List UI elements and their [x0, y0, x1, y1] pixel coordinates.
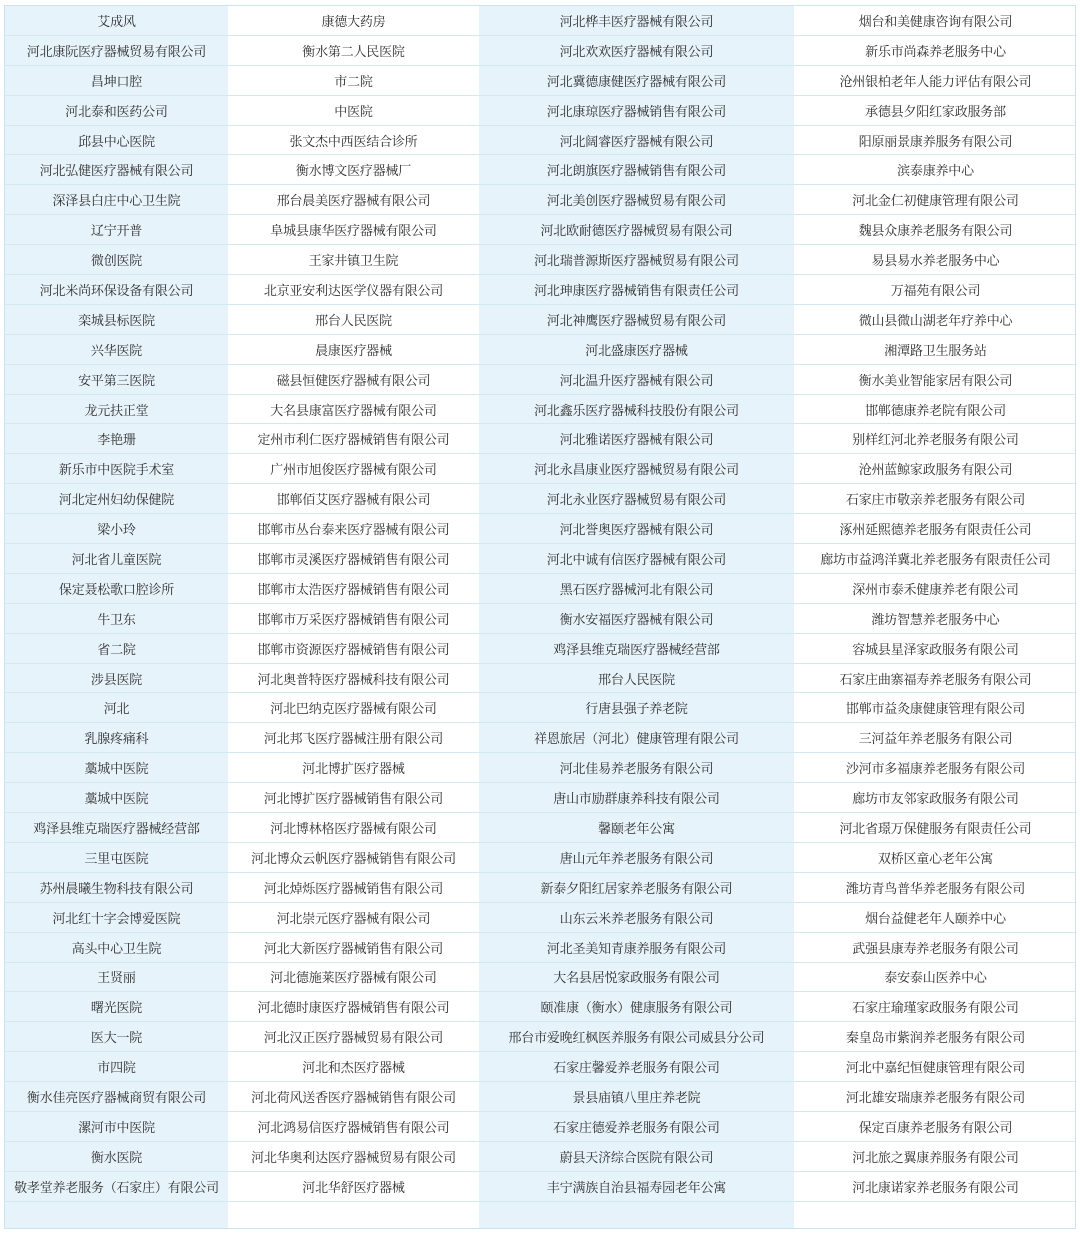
table-cell: 廊坊市友邻家政服务有限公司 [852, 792, 1019, 808]
table-cell: 河北誉奥医疗器械有限公司 [559, 523, 714, 539]
table-cell: 邯郸市万采医疗器械销售有限公司 [257, 612, 450, 628]
table-cell: 河北金仁初健康管理有限公司 [852, 194, 1019, 210]
table-cell: 省二院 [97, 642, 136, 658]
table-row [5, 903, 1076, 933]
table-cell: 河北省儿童医院 [71, 552, 162, 568]
table-cell: 邱县中心医院 [78, 134, 155, 150]
table-row [5, 664, 1076, 694]
table-cell: 河北和杰医疗器械 [302, 1061, 405, 1077]
table-cell: 河北博扩医疗器械销售有限公司 [263, 792, 444, 808]
table-cell: 武强县康寿养老服务有限公司 [852, 941, 1019, 957]
table-cell: 廊坊市益鸿洋冀北养老服务有限责任公司 [820, 552, 1051, 568]
table-cell: 邢台市爱晚红枫医养服务有限公司威县分公司 [508, 1031, 765, 1047]
table-cell: 河北德施莱医疗器械有限公司 [270, 971, 437, 987]
table-row [5, 992, 1076, 1022]
table-cell: 艾成风 [97, 14, 136, 30]
table-row [5, 963, 1076, 993]
table-row [5, 1052, 1076, 1082]
table-cell: 河北博林格医疗器械有限公司 [270, 821, 437, 837]
table-cell: 泰安泰山医养中心 [884, 971, 987, 987]
table-cell: 河北 [103, 702, 130, 718]
table-cell: 衡水佳亮医疗器械商贸有限公司 [26, 1091, 207, 1106]
table-cell: 阳原丽景康养服务有限公司 [858, 134, 1013, 150]
table-cell: 石家庄市敬亲养老服务有限公司 [845, 493, 1026, 509]
table-cell: 河北美创医疗器械贸易有限公司 [546, 194, 727, 210]
table-cell: 邯郸德康养老院有限公司 [865, 403, 1006, 419]
table-cell: 晨康医疗器械 [315, 343, 392, 359]
table-cell: 滨泰康养中心 [897, 164, 974, 180]
table-cell: 黑石医疗器械河北有限公司 [559, 582, 714, 598]
table-cell: 牛卫东 [97, 612, 136, 628]
table-cell: 沧州蓝鲸家政服务有限公司 [858, 463, 1013, 479]
table-cell: 万福苑有限公司 [890, 283, 981, 299]
table-cell: 河北欢欢医疗器械有限公司 [559, 44, 714, 60]
table-row [5, 873, 1076, 903]
table-cell: 三里屯医院 [84, 851, 149, 867]
table-row [5, 634, 1076, 664]
table-cell: 河北崇元医疗器械有限公司 [276, 911, 431, 927]
table-row [5, 185, 1076, 215]
table-row [5, 305, 1076, 335]
table-row [5, 96, 1076, 126]
table-cell: 河北桦丰医疗器械有限公司 [559, 14, 714, 30]
table-cell: 河北米尚环保设备有限公司 [39, 283, 194, 299]
table-body [5, 6, 1076, 1202]
table-cell: 梁小玲 [97, 523, 136, 539]
table-cell: 衡水博文医疗器械厂 [295, 164, 412, 180]
table-cell: 河北汉正医疗器械贸易有限公司 [263, 1031, 444, 1047]
table-cell: 保定聂松歌口腔诊所 [58, 582, 175, 598]
table-cell: 唐山市励群康养科技有限公司 [553, 792, 720, 808]
table-cell: 山东云米养老服务有限公司 [559, 911, 714, 927]
table-row [5, 693, 1076, 723]
table-cell: 河北康阮医疗器械贸易有限公司 [26, 44, 207, 60]
table-row [5, 424, 1076, 454]
table-row [5, 1112, 1076, 1142]
table-cell: 邯郸佰艾医疗器械有限公司 [276, 493, 431, 509]
table-cell: 易县易水养老服务中心 [871, 254, 1000, 270]
table-cell: 新乐市中医院手术室 [58, 463, 175, 479]
table-cell: 广州市旭俊医疗器械有限公司 [270, 463, 437, 479]
table-cell: 河北博扩医疗器械 [302, 762, 405, 778]
table-row [5, 1022, 1076, 1052]
table-cell: 河北康琼医疗器械销售有限公司 [546, 104, 727, 120]
table-cell: 沧州银柏老年人能力评估有限公司 [839, 74, 1032, 90]
table-cell: 烟台和美健康咨询有限公司 [858, 14, 1013, 30]
table-row [5, 544, 1076, 574]
table-cell: 河北雅诺医疗器械有限公司 [559, 433, 714, 449]
table-row [5, 66, 1076, 96]
table-cell: 北京亚安利达医学仪器有限公司 [263, 283, 444, 299]
table-row [5, 574, 1076, 604]
table-cell: 河北佳易养老服务有限公司 [559, 762, 714, 778]
table-cell: 河北中诚有信医疗器械有限公司 [546, 552, 727, 568]
table-cell: 河北奥普特医疗器械科技有限公司 [257, 672, 450, 688]
table-row [5, 1142, 1076, 1172]
table-row [5, 783, 1076, 813]
table-row [5, 1172, 1076, 1202]
table-cell: 藁城中医院 [84, 762, 149, 778]
table-cell: 三河益年养老服务有限公司 [858, 732, 1013, 748]
table-cell: 邯郸市资源医疗器械销售有限公司 [257, 642, 450, 658]
table-cell: 定州市利仁医疗器械销售有限公司 [257, 433, 450, 449]
table-cell: 河北神鹰医疗器械贸易有限公司 [546, 313, 727, 329]
table-cell: 磁县恒健医疗器械有限公司 [276, 373, 431, 389]
table-row [5, 365, 1076, 395]
table-cell: 河北康诺家养老服务有限公司 [852, 1180, 1019, 1196]
table-cell: 市四院 [97, 1061, 136, 1077]
table-cell: 栾城县标医院 [78, 313, 155, 329]
table-cell: 大名县康富医疗器械有限公司 [270, 403, 437, 419]
table-cell: 河北邦飞医疗器械注册有限公司 [263, 732, 444, 748]
table-cell: 河北红十字会博爱医院 [52, 911, 181, 927]
table-cell: 鸡泽县维克瑞医疗器械经营部 [33, 821, 200, 837]
table-row [5, 335, 1076, 365]
table-cell: 行唐县强子养老院 [585, 702, 688, 718]
table-cell: 馨颐老年公寓 [598, 821, 675, 837]
table-cell: 市二院 [334, 74, 373, 90]
table-cell: 河北荷风送香医疗器械销售有限公司 [251, 1091, 456, 1106]
table-cell: 容城县星泽家政服务有限公司 [852, 642, 1019, 658]
table-cell: 承德县夕阳红家政服务部 [865, 104, 1006, 120]
table-row [5, 155, 1076, 185]
table-cell: 衡水美业智能家居有限公司 [858, 373, 1013, 389]
table-row [5, 484, 1076, 514]
table-cell: 石家庄德爱养老服务有限公司 [553, 1120, 720, 1136]
table-cell: 衡水第二人民医院 [302, 44, 405, 60]
table-cell: 河北泰和医药公司 [65, 104, 168, 120]
table-cell: 秦皇岛市紫润养老服务有限公司 [845, 1031, 1026, 1047]
table-cell: 河北焯烁医疗器械销售有限公司 [263, 881, 444, 897]
table-cell: 康德大药房 [321, 14, 386, 30]
table-cell: 李艳珊 [97, 433, 136, 449]
table-cell: 河北巴纳克医疗器械有限公司 [270, 702, 437, 718]
table-cell: 敬孝堂养老服务（石家庄）有限公司 [14, 1180, 219, 1196]
table-row [5, 514, 1076, 544]
table-cell: 漯河市中医院 [78, 1120, 155, 1136]
table-cell: 大名县居悦家政服务有限公司 [553, 971, 720, 987]
table-cell: 河北阔睿医疗器械有限公司 [559, 134, 714, 150]
table-cell: 河北大新医疗器械销售有限公司 [263, 941, 444, 957]
table-cell: 河北定州妇幼保健院 [58, 493, 175, 509]
table-row [5, 454, 1076, 484]
table-cell: 河北雄安瑞康养老服务有限公司 [845, 1091, 1026, 1106]
table-cell: 河北华舒医疗器械 [302, 1180, 405, 1196]
table-cell: 鸡泽县维克瑞医疗器械经营部 [553, 642, 720, 658]
table-cell: 邢台晨美医疗器械有限公司 [276, 194, 431, 210]
table-cell: 河北永昌康业医疗器械贸易有限公司 [534, 463, 739, 479]
table-cell: 邯郸市丛台泰来医疗器械有限公司 [257, 523, 450, 539]
table-cell: 高头中心卫生院 [71, 941, 162, 957]
table-cell: 河北华奥利达医疗器械贸易有限公司 [251, 1150, 456, 1166]
table-cell: 祥恩旅居（河北）健康管理有限公司 [534, 732, 739, 748]
table-cell: 邢台人民医院 [315, 313, 392, 329]
table-cell: 河北省璟万保健服务有限责任公司 [839, 821, 1032, 837]
table-row [5, 723, 1076, 753]
table-cell: 潍坊青鸟普华养老服务有限公司 [845, 881, 1026, 897]
table-row [5, 215, 1076, 245]
table-cell: 沙河市多福康养老服务有限公司 [845, 762, 1026, 778]
table-cell: 唐山元年养老服务有限公司 [559, 851, 714, 867]
table-cell: 昌坤口腔 [90, 74, 143, 90]
table-cell: 河北盛康医疗器械 [585, 343, 688, 359]
table-cell: 深泽县白庄中心卫生院 [52, 194, 181, 210]
table-cell: 湘潭路卫生服务站 [884, 343, 987, 359]
table-cell: 邢台人民医院 [598, 672, 675, 688]
table-cell: 河北鑫乐医疗器械科技股份有限公司 [534, 403, 739, 419]
table-cell: 河北博众云帆医疗器械销售有限公司 [251, 851, 456, 867]
table-cell: 新泰夕阳红居家养老服务有限公司 [540, 881, 733, 897]
table-cell: 双桥区童心老年公寓 [877, 851, 994, 867]
table-cell: 阜城县康华医疗器械有限公司 [270, 224, 437, 240]
table-cell: 安平第三医院 [78, 373, 155, 389]
table-row [5, 604, 1076, 634]
table-cell: 河北旅之翼康养服务有限公司 [852, 1150, 1019, 1166]
table-cell: 河北鸿易信医疗器械销售有限公司 [257, 1120, 450, 1136]
table-cell: 兴华医院 [90, 343, 143, 359]
table-cell: 王家井镇卫生院 [308, 254, 399, 270]
table-cell: 河北冀德康健医疗器械有限公司 [546, 74, 727, 90]
table-cell: 邯郸市太浩医疗器械销售有限公司 [257, 582, 450, 598]
table-cell: 河北温升医疗器械有限公司 [559, 373, 714, 389]
table-row [5, 126, 1076, 156]
table-row [5, 843, 1076, 873]
table-row [5, 753, 1076, 783]
table-cell: 河北瑞普源斯医疗器械贸易有限公司 [534, 254, 739, 270]
table-cell: 乳腺疼痛科 [84, 732, 149, 748]
table-cell: 石家庄馨爱养老服务有限公司 [553, 1061, 720, 1077]
table-row [5, 1082, 1076, 1112]
table-cell: 曙光医院 [90, 1001, 143, 1017]
table-cell: 河北欧耐德医疗器械贸易有限公司 [540, 224, 733, 240]
table-cell: 衡水医院 [90, 1150, 143, 1166]
table-cell: 新乐市尚森养老服务中心 [865, 44, 1006, 60]
table-cell: 微创医院 [90, 254, 143, 270]
table-cell: 邯郸市益灸康健康管理有限公司 [845, 702, 1026, 718]
table-cell: 张文杰中西医结合诊所 [289, 134, 418, 150]
table-row [5, 813, 1076, 843]
table-cell: 河北弘健医疗器械有限公司 [39, 164, 194, 180]
table-cell: 河北珅康医疗器械销售有限责任公司 [534, 283, 739, 299]
table-row [5, 36, 1076, 66]
table-cell: 藁城中医院 [84, 792, 149, 808]
table-row [5, 933, 1076, 963]
table-cell: 河北德时康医疗器械销售有限公司 [257, 1001, 450, 1017]
table-row [5, 275, 1076, 305]
table-cell: 微山县微山湖老年疗养中心 [858, 313, 1013, 329]
organization-table [4, 5, 1076, 1229]
table-cell: 石家庄瑜瑾家政服务有限公司 [852, 1001, 1019, 1017]
table-cell: 涿州延熙德养老服务有限责任公司 [839, 523, 1032, 539]
table-cell: 蔚县天济综合医院有限公司 [559, 1150, 714, 1166]
table-cell: 河北圣美知青康养服务有限公司 [546, 941, 727, 957]
table-row [5, 395, 1076, 425]
table-cell: 石家庄曲寨福寿养老服务有限公司 [839, 672, 1032, 688]
table-row [5, 6, 1076, 36]
table-cell: 烟台益健老年人颐养中心 [865, 911, 1006, 927]
table-cell: 别样红河北养老服务有限公司 [852, 433, 1019, 449]
table-cell: 王贤丽 [97, 971, 136, 987]
table-cell: 深州市泰禾健康养老有限公司 [852, 582, 1019, 598]
table-cell: 苏州晨曦生物科技有限公司 [39, 881, 194, 897]
table-cell: 辽宁开普 [90, 224, 143, 240]
table-cell: 衡水安福医疗器械有限公司 [559, 612, 714, 628]
table-cell: 河北朗旗医疗器械销售有限公司 [546, 164, 727, 180]
table-cell: 景县庙镇八里庄养老院 [572, 1091, 701, 1106]
table-cell: 河北永业医疗器械贸易有限公司 [546, 493, 727, 509]
table-cell: 邯郸市灵溪医疗器械销售有限公司 [257, 552, 450, 568]
table-row [5, 245, 1076, 275]
table-cell: 涉县医院 [90, 672, 143, 688]
table-cell: 河北中嘉纪恒健康管理有限公司 [845, 1061, 1026, 1077]
table-cell: 保定百康养老服务有限公司 [858, 1120, 1013, 1136]
table-cell: 丰宁满族自治县福寿园老年公寓 [546, 1180, 727, 1196]
table-cell: 魏县众康养老服务有限公司 [858, 224, 1013, 240]
table-cell: 中医院 [334, 104, 373, 120]
table-cell: 颐准康（衡水）健康服务有限公司 [540, 1001, 733, 1017]
table-cell: 龙元扶正堂 [84, 403, 149, 419]
table-cell: 潍坊智慧养老服务中心 [871, 612, 1000, 628]
table-cell: 医大一院 [90, 1031, 143, 1047]
